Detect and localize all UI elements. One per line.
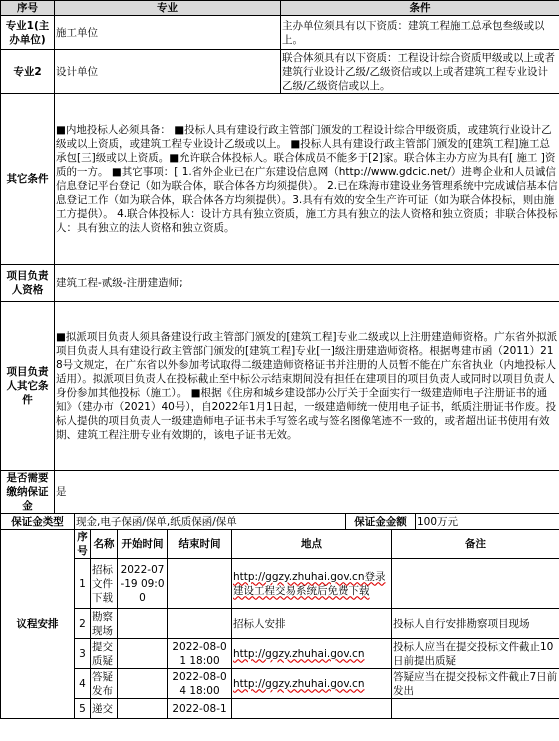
schedule-header-start: 开始时间 xyxy=(118,530,168,559)
schedule-header-note: 备注 xyxy=(392,530,559,559)
schedule-note xyxy=(392,559,559,609)
schedule-name: 勘察现场 xyxy=(91,609,118,639)
header-major: 专业 xyxy=(55,1,281,16)
header-condition: 条件 xyxy=(281,1,559,16)
schedule-header-place: 地点 xyxy=(232,530,392,559)
schedule-note: 答疑应当在提交投标文件截止7日前发出 xyxy=(392,669,559,699)
schedule-no: 3 xyxy=(75,639,91,669)
major-label: 专业2 xyxy=(1,50,55,94)
schedule-start: 2022-07-19 09:00 xyxy=(118,559,168,609)
schedule-end xyxy=(168,559,232,609)
pm-other-row xyxy=(1,302,559,471)
deposit-amount-value: 100万元 xyxy=(416,514,559,530)
schedule-place-link[interactable]: http://ggzy.zhuhai.gov.cn xyxy=(232,639,392,669)
schedule-end: 2022-08-01 18:00 xyxy=(168,639,232,669)
schedule-row xyxy=(1,609,559,639)
deposit-type-table xyxy=(0,513,559,530)
schedule-no: 4 xyxy=(75,669,91,699)
pm-qualification-text: 建筑工程-贰级-注册建造师; xyxy=(55,265,559,302)
schedule-header-end: 结束时间 xyxy=(168,530,232,559)
schedule-no: 2 xyxy=(75,609,91,639)
major-row-1 xyxy=(1,16,559,50)
schedule-end xyxy=(168,609,232,639)
deposit-type-value: 现金,电子保函/保单,纸质保函/保单 xyxy=(75,514,346,530)
pm-qualification-label: 项目负责人资格 xyxy=(1,265,55,302)
schedule-start xyxy=(118,699,168,719)
schedule-name: 招标文件下载 xyxy=(91,559,118,609)
schedule-row xyxy=(1,669,559,699)
deposit-type-label: 保证金类型 xyxy=(1,514,75,530)
schedule-header-no: 序号 xyxy=(75,530,91,559)
schedule-row xyxy=(1,639,559,669)
schedule-place-link[interactable]: http://ggzy.zhuhai.gov.cn xyxy=(232,669,392,699)
schedule-end: 2022-08-1 xyxy=(168,699,232,719)
deposit-type-row xyxy=(1,514,559,530)
schedule-row xyxy=(1,699,559,719)
major-row-2 xyxy=(1,50,559,94)
pm-qualification-row xyxy=(1,265,559,302)
schedule-label: 议程安排 xyxy=(1,530,75,719)
other-conditions-row xyxy=(1,94,559,265)
schedule-place: 招标人安排 xyxy=(232,609,392,639)
schedule-end: 2022-08-04 18:00 xyxy=(168,669,232,699)
schedule-start xyxy=(118,609,168,639)
major-name: 施工单位 xyxy=(55,16,281,50)
schedule-name: 递交 xyxy=(91,699,118,719)
header-no: 序号 xyxy=(1,1,55,16)
schedule-start xyxy=(118,669,168,699)
schedule-header-name: 名称 xyxy=(91,530,118,559)
schedule-place-link[interactable]: http://ggzy.zhuhai.gov.cn登录建设工程交易系统后免费下载 xyxy=(232,559,392,609)
schedule-place xyxy=(232,699,392,719)
deposit-value: 是 xyxy=(55,471,559,514)
other-conditions-text: ■内地投标人必须具备： ■投标人具有建设行政主管部门颁发的工程设计综合甲级资质，或建筑行业设计乙级或以上资质，或建筑工程专业设计乙级或以上。 ■投标人具有建设行政主管部门颁发的[建筑工程]施工总承包[三]级或以上资质。■允许联合体投标人。联合体成员不能多于[2]家。联合体主办方应为具有[ 施工 ]资质的一方。 ■其它事项：[ 1.省外企业已在广东建设信息网（http://www.gdcic.net/）进粤企业和人员诚信信息登记平台登记（如为联合体，联合体各方均须提供）。 2.已在珠海市建设业务管理系统中完成诚信基本信息登记工作（如为联合体，联合体各方均须提供）。3.具有有效的安全生产许可证（如为联合体投标，则由施工方提供）。 4.联合体投标人：设计方具有独立资质，施工方具有独立的法人资格和独立资质；非联合体投标人：具有独立的法人资格和独立资质。 xyxy=(55,94,559,265)
major-condition: 主办单位须具有以下资质：建筑工程施工总承包叁级或以上。 xyxy=(281,16,559,50)
schedule-row xyxy=(1,559,559,609)
other-conditions-label: 其它条件 xyxy=(1,94,55,265)
pm-other-label: 项目负责人其它条件 xyxy=(1,302,55,471)
pm-other-text: ■拟派项目负责人须具备建设行政主管部门颁发的[建筑工程]专业二级或以上注册建造师资格。广东省外拟派项目负责人具有建设行政主管部门颁发的[建筑工程]专业[一]级注册建造师资格。根据粤建市函（2011）218号文规定，在广东省以外参加考试取得二级建造师资格证书并注册的人员暂不能在广东省执业（内地投标人适用）。拟派项目负责人在投标截止至中标公示结束期间没有担任在建项目的项目负责人或同时以项目负责人身份参加其他投标（施工）。 ■根据《住房和城乡建设部办公厅关于全面实行一级建造师电子注册证书的通知》（建办市（2021）40号），自2022年1月1日起，一级建造师统一使用电子证书，纸质注册证书作废。投标人提供的项目负责人一级建造师电子证书未手写签名或与签名图像笔迹不一致的，或者超出证书使用有效期、建筑工程注册专业有效期的，该电子证书无效。 xyxy=(55,302,559,471)
schedule-header-row xyxy=(1,530,559,559)
schedule-note: 投标人应当在提交投标文件截止10日前提出质疑 xyxy=(392,639,559,669)
header-row xyxy=(1,1,559,16)
schedule-no: 1 xyxy=(75,559,91,609)
schedule-name: 答疑发布 xyxy=(91,669,118,699)
schedule-start xyxy=(118,639,168,669)
major-condition: 联合体须具有以下资质：工程设计综合资质甲级或以上或者建筑行业设计乙级/乙级资信或以上或者建筑工程专业设计乙级/乙级资信或以上。 xyxy=(281,50,559,94)
major-label: 专业1(主办单位) xyxy=(1,16,55,50)
schedule-note xyxy=(392,699,559,719)
schedule-note: 投标人自行安排勘察项目现场 xyxy=(392,609,559,639)
schedule-table xyxy=(0,529,559,719)
major-name: 设计单位 xyxy=(55,50,281,94)
schedule-name: 提交质疑 xyxy=(91,639,118,669)
schedule-no: 5 xyxy=(75,699,91,719)
deposit-amount-label: 保证金金额 xyxy=(346,514,416,530)
deposit-row xyxy=(1,471,559,514)
deposit-label: 是否需要缴纳保证金 xyxy=(1,471,55,514)
